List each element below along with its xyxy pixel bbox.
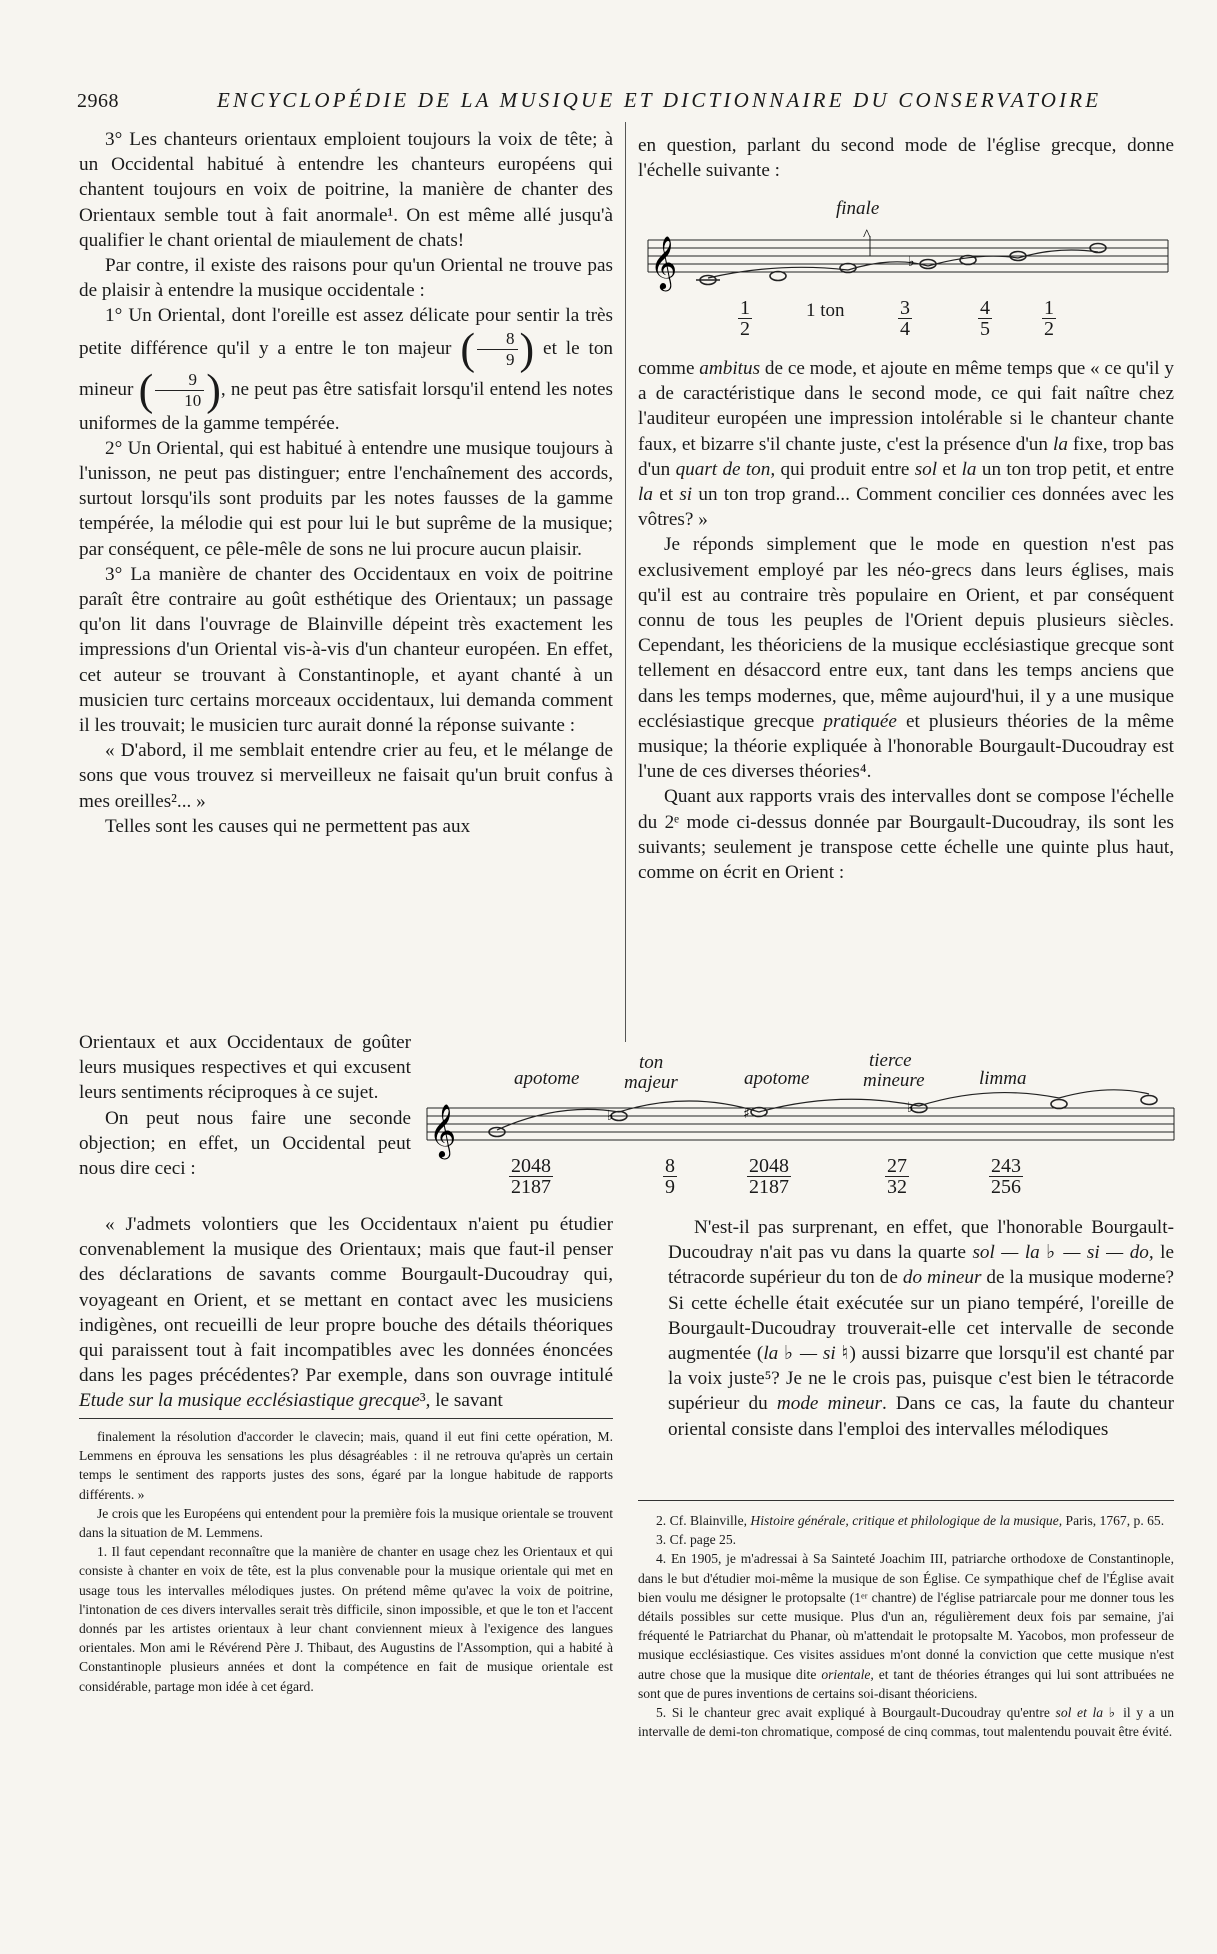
footnote-2: 2. Cf. Blainville, Histoire générale, critique et philologique de la musique, Paris, 1767, p. 65. (656, 1513, 1165, 1528)
footnote-1: 1. Il faut cependant reconnaître que la manière de chanter en usage chez les Orientaux et qui consiste à chanter en voix de tête, est la plus convenable pour la musique orientale qui met en usage tous les intervalles mélodiques justes. On prétend même qu'avec la voix de poitrine, l'intonation de ces divers intervalles serait très difficile, sinon impossible, et que le ton et l'accent donnés par les artistes orientaux à leur chant conviennent mieux à l'exigence des langues orientales. Mon ami le Révérend Père J. Thibaut, des Augustins de l'Assomption, qui a habité à Constantinople plusieurs années et dont la compétence en fait de musique orientale est considérable, partage mon idée à cet égard. (79, 1544, 613, 1694)
interval-label-tierce: tierce (869, 1050, 912, 1071)
footnotes-right (638, 1511, 1174, 1741)
ton-label: 1 ton (806, 300, 845, 321)
footnote: finalement la résolution d'accorder le clavecin; mais, quand il eut fini cette opération, M. Lemmens en éprouva les sensations les plus désagréables : il ne retrouva qu'après un certain temps le sentiment des rapports justes des sons, égaré par la longue habitude de rapports différents. » (79, 1429, 613, 1502)
left-column-bottom (79, 1212, 613, 1414)
left-column-wrap (79, 1030, 411, 1181)
running-title: ENCYCLOPÉDIE DE LA MUSIQUE ET DICTIONNAIRE DU CONSERVATOIRE (217, 88, 1102, 112)
footnote-4: 4. En 1905, je m'adressai à Sa Sainteté Joachim III, patriarche orthodoxe de Constantinople, dans le but d'étudier moi-même la musique de son Église. Ce sympathique chef de l'Église avait bien voulu me désigner le protopsalte (1ᵉʳ chantre) de l'église patriarcale pour me donner tous les détails possibles sur cette musique. Plus d'un an, régulièrement deux fois par semaine, j'ai fréquenté le Patriarchat du Phanar, où m'attendait le protopsalte M. Yacobos, mon professeur de musique ecclésiastique. Ces visites assidues m'ont donné la conviction que cette musique n'est autre chose que la musique dite orientale, et tant de théories étranges qui lui sont attribuées ne sont que de pures inventions de certains soi-disant théoriciens. (638, 1551, 1175, 1701)
interval-fraction: 2048 2187 (511, 1155, 551, 1198)
paragraph: N'est-il pas surprenant, en effet, que l'honorable Bourgault-Ducoudray n'ait pas vu dans la quarte sol — la ♭ — si — do, le tétracorde supérieur du ton de do mineur de la musique moderne? Si cette échelle était exécutée sur un piano tempéré, l'oreille de Bourgault-Ducoudray trouverait-elle cet intervalle de seconde augmentée (la ♭ — si ♮) aussi bizarre que lorsqu'il est chanté par la voix juste⁵? Je ne le crois pas, puisque c'est bien le tétracorde supérieur du mode mineur. Dans ce cas, la faute du chanteur oriental consiste dans l'emploi des intervalles mélodiques (668, 1217, 1175, 1440)
interval-fraction: 2048 2187 (749, 1155, 789, 1198)
interval-fraction: 3 4 (900, 297, 910, 340)
paragraph: 3° Les chanteurs orientaux emploient toujours la voix de tête; à un Occidental habitué à entendre les chanteurs européens qui chantent toujours en voix de poitrine, la manière de chanter des Orientaux semble tout à fait anormale¹. On est même allé jusqu'à qualifier le chant oriental de miaulement de chats! (79, 129, 613, 251)
paragraph: comme ambitus de ce mode, et ajoute en même temps que « ce qu'il y a de caractéristique dans le second mode, ce qui fait naître chez l'auditeur européen une impression intolérable si le chanteur chante faux, et bizarre s'il chante juste, c'est la présence d'un la fixe, trop bas d'un quart de ton, qui produit entre sol et la un ton trop petit, et entre la et si un ton trop grand... Comment concilier ces données avec les vôtres? » (638, 358, 1175, 531)
footnote-5: 5. Si le chanteur grec avait expliqué à Bourgault-Ducoudray qu'entre sol et la ♭ il y a un intervalle de demi-ton chromatique, composé de cinq commas, tout malentendu pouvait être évité. (638, 1705, 1174, 1740)
interval-label-majeur: majeur (624, 1072, 678, 1093)
interval-fraction: 243 256 (991, 1155, 1021, 1198)
flat-icon: ♭ (908, 254, 915, 270)
treble-clef-icon: 𝄞 (650, 235, 678, 289)
paragraph: 2° Un Oriental, qui est habitué à entendre une musique toujours à l'unisson, ne peut pas distinguer; entre l'enchaînement des accords, surtout lorsqu'ils sont produits par les notes fausses de la gamme tempérée, la mélodie qui est pour lui le but suprême de la musique; par conséquent, ce pêle-mêle de sons ne lui procure aucun plaisir. (79, 437, 613, 560)
footnote-3: 3. Cf. page 25. (656, 1532, 737, 1548)
right-column-mid (638, 356, 1174, 885)
footnote-rule (79, 1418, 613, 1419)
music-staff-1 (638, 200, 1174, 340)
paragraph: Orientaux et aux Occidentaux de goûter leurs musiques respectives et qui excusent leurs sentiments réciproques à ce sujet. (79, 1032, 411, 1104)
interval-fraction: 8 9 (665, 1155, 675, 1198)
footnotes-left (79, 1427, 613, 1696)
footnote-rule (638, 1500, 1174, 1501)
treble-clef-icon: 𝄞 (429, 1103, 457, 1157)
footnote: Je crois que les Européens qui entendent pour la première fois la musique orientale se trouvent dans la situation de M. Lemmens. (79, 1505, 613, 1541)
paragraph-quote: « J'admets volontiers que les Occidentaux n'aient pu étudier convenablement la musique des Orientaux; mais que faut-il penser des déclarations de savants comme Bourgault-Ducoudray qui, voyageant en Orient, et se mettant en contact avec les musiciens indigènes, ont recueilli de leur propre bouche des détails théoriques qui paraissent tout à fait incompatibles avec les données énoncées dans les pages précédentes? Par exemple, dans son ouvrage intitulé Etude sur la musique ecclésiastique grecque³, le savant (79, 1214, 613, 1412)
paragraph: en question, parlant du second mode de l'église grecque, donne l'échelle suivante : (638, 135, 1174, 182)
right-column (638, 133, 1174, 183)
fraction-major: $\frac{8}{9}$ (477, 329, 518, 370)
interval-fraction: 4 5 (980, 297, 990, 340)
page-number: 2968 (77, 90, 119, 112)
paragraph: On peut nous faire une seconde objection; en effet, un Occidental peut nous dire ceci : (79, 1107, 411, 1180)
paragraph: Telles sont les causes qui ne permettent pas aux (105, 815, 471, 837)
flat-icon: ♭ (907, 1100, 914, 1116)
right-column-bottom (668, 1215, 1174, 1442)
flat-icon: ♭ (607, 1108, 614, 1124)
interval-label: apotome (514, 1068, 580, 1089)
fraction-minor: $\frac{9}{10}$ (155, 370, 204, 411)
book-title: Etude sur la musique ecclésiastique grecque (79, 1390, 420, 1412)
paragraph: 3° La manière de chanter des Occidentaux en voix de poitrine paraît être contraire au goût esthétique des Orientaux; un passage qu'on lit dans l'ouvrage de Blainville dépeint très exactement les impressions d'un Oriental vis-à-vis d'un chanteur européen. En effet, cet auteur se trouvant à Constantinople, et ayant chanté à un musicien turc certains morceaux occidentaux, lui demanda comment il les trouvait; le musicien turc aurait donné la réponse suivante : (79, 563, 613, 737)
finale-label: finale (836, 198, 880, 219)
paragraph-quote: « D'abord, il me semblait entendre crier au feu, et le mélange de sons que vous trouvez si merveilleux ne faisait qu'un bruit confus à mes oreilles²... » (79, 740, 613, 812)
sharp-icon: ♯ (743, 1106, 750, 1122)
interval-label-mineure: mineure (863, 1070, 925, 1091)
interval-fraction: 1 2 (740, 297, 750, 340)
interval-fraction: 27 32 (887, 1155, 907, 1198)
running-header (77, 88, 1177, 118)
interval-label: apotome (744, 1068, 810, 1089)
finale-marker-icon: ^ (863, 227, 871, 244)
column-divider (625, 122, 626, 1042)
interval-fraction: 1 2 (1044, 297, 1054, 340)
paragraph-fractions: 1° Un Oriental, dont l'oreille est assez délicate pour sentir la très petite différence qu'il y a entre le ton majeur ( $\frac{8}{9}$ ) et le ton mineur ( $\frac{9}{10}$ ), ne peut pas être satisfait lorsqu'il entend les notes uniformes de la gamme tempérée. (79, 305, 614, 434)
left-column (79, 127, 613, 839)
interval-label: limma (979, 1068, 1027, 1089)
interval-label-ton: ton (639, 1052, 664, 1073)
music-staff-2 (419, 1040, 1179, 1210)
paragraph: Je réponds simplement que le mode en question n'est pas exclusivement employé par les néo-grecs dans leurs églises, mais qu'il est au contraire très populaire en Orient, et par conséquent connu de tous les peuples de l'Orient depuis plusieurs siècles. Cependant, les théoriciens de la musique ecclésiastique grecque sont tellement en désaccord entre eux, tant dans les temps anciens que dans les temps modernes, que, même aujourd'hui, il y a une musique ecclésiastique grecque pratiquée et plusieurs théories de la même musique; la théorie expliquée à l'honorable Bourgault-Ducoudray est l'une de ces diverses théories⁴. (638, 534, 1175, 783)
paragraph: Par contre, il existe des raisons pour qu'un Oriental ne trouve pas de plaisir à entendre la musique occidentale : (79, 255, 613, 302)
paragraph: Quant aux rapports vrais des intervalles dont se compose l'échelle du 2ᵉ mode ci-dessus donnée par Bourgault-Ducoudray, ils sont les suivants; seulement je transpose cette échelle une quinte plus haut, comme on écrit en Orient : (638, 786, 1174, 884)
